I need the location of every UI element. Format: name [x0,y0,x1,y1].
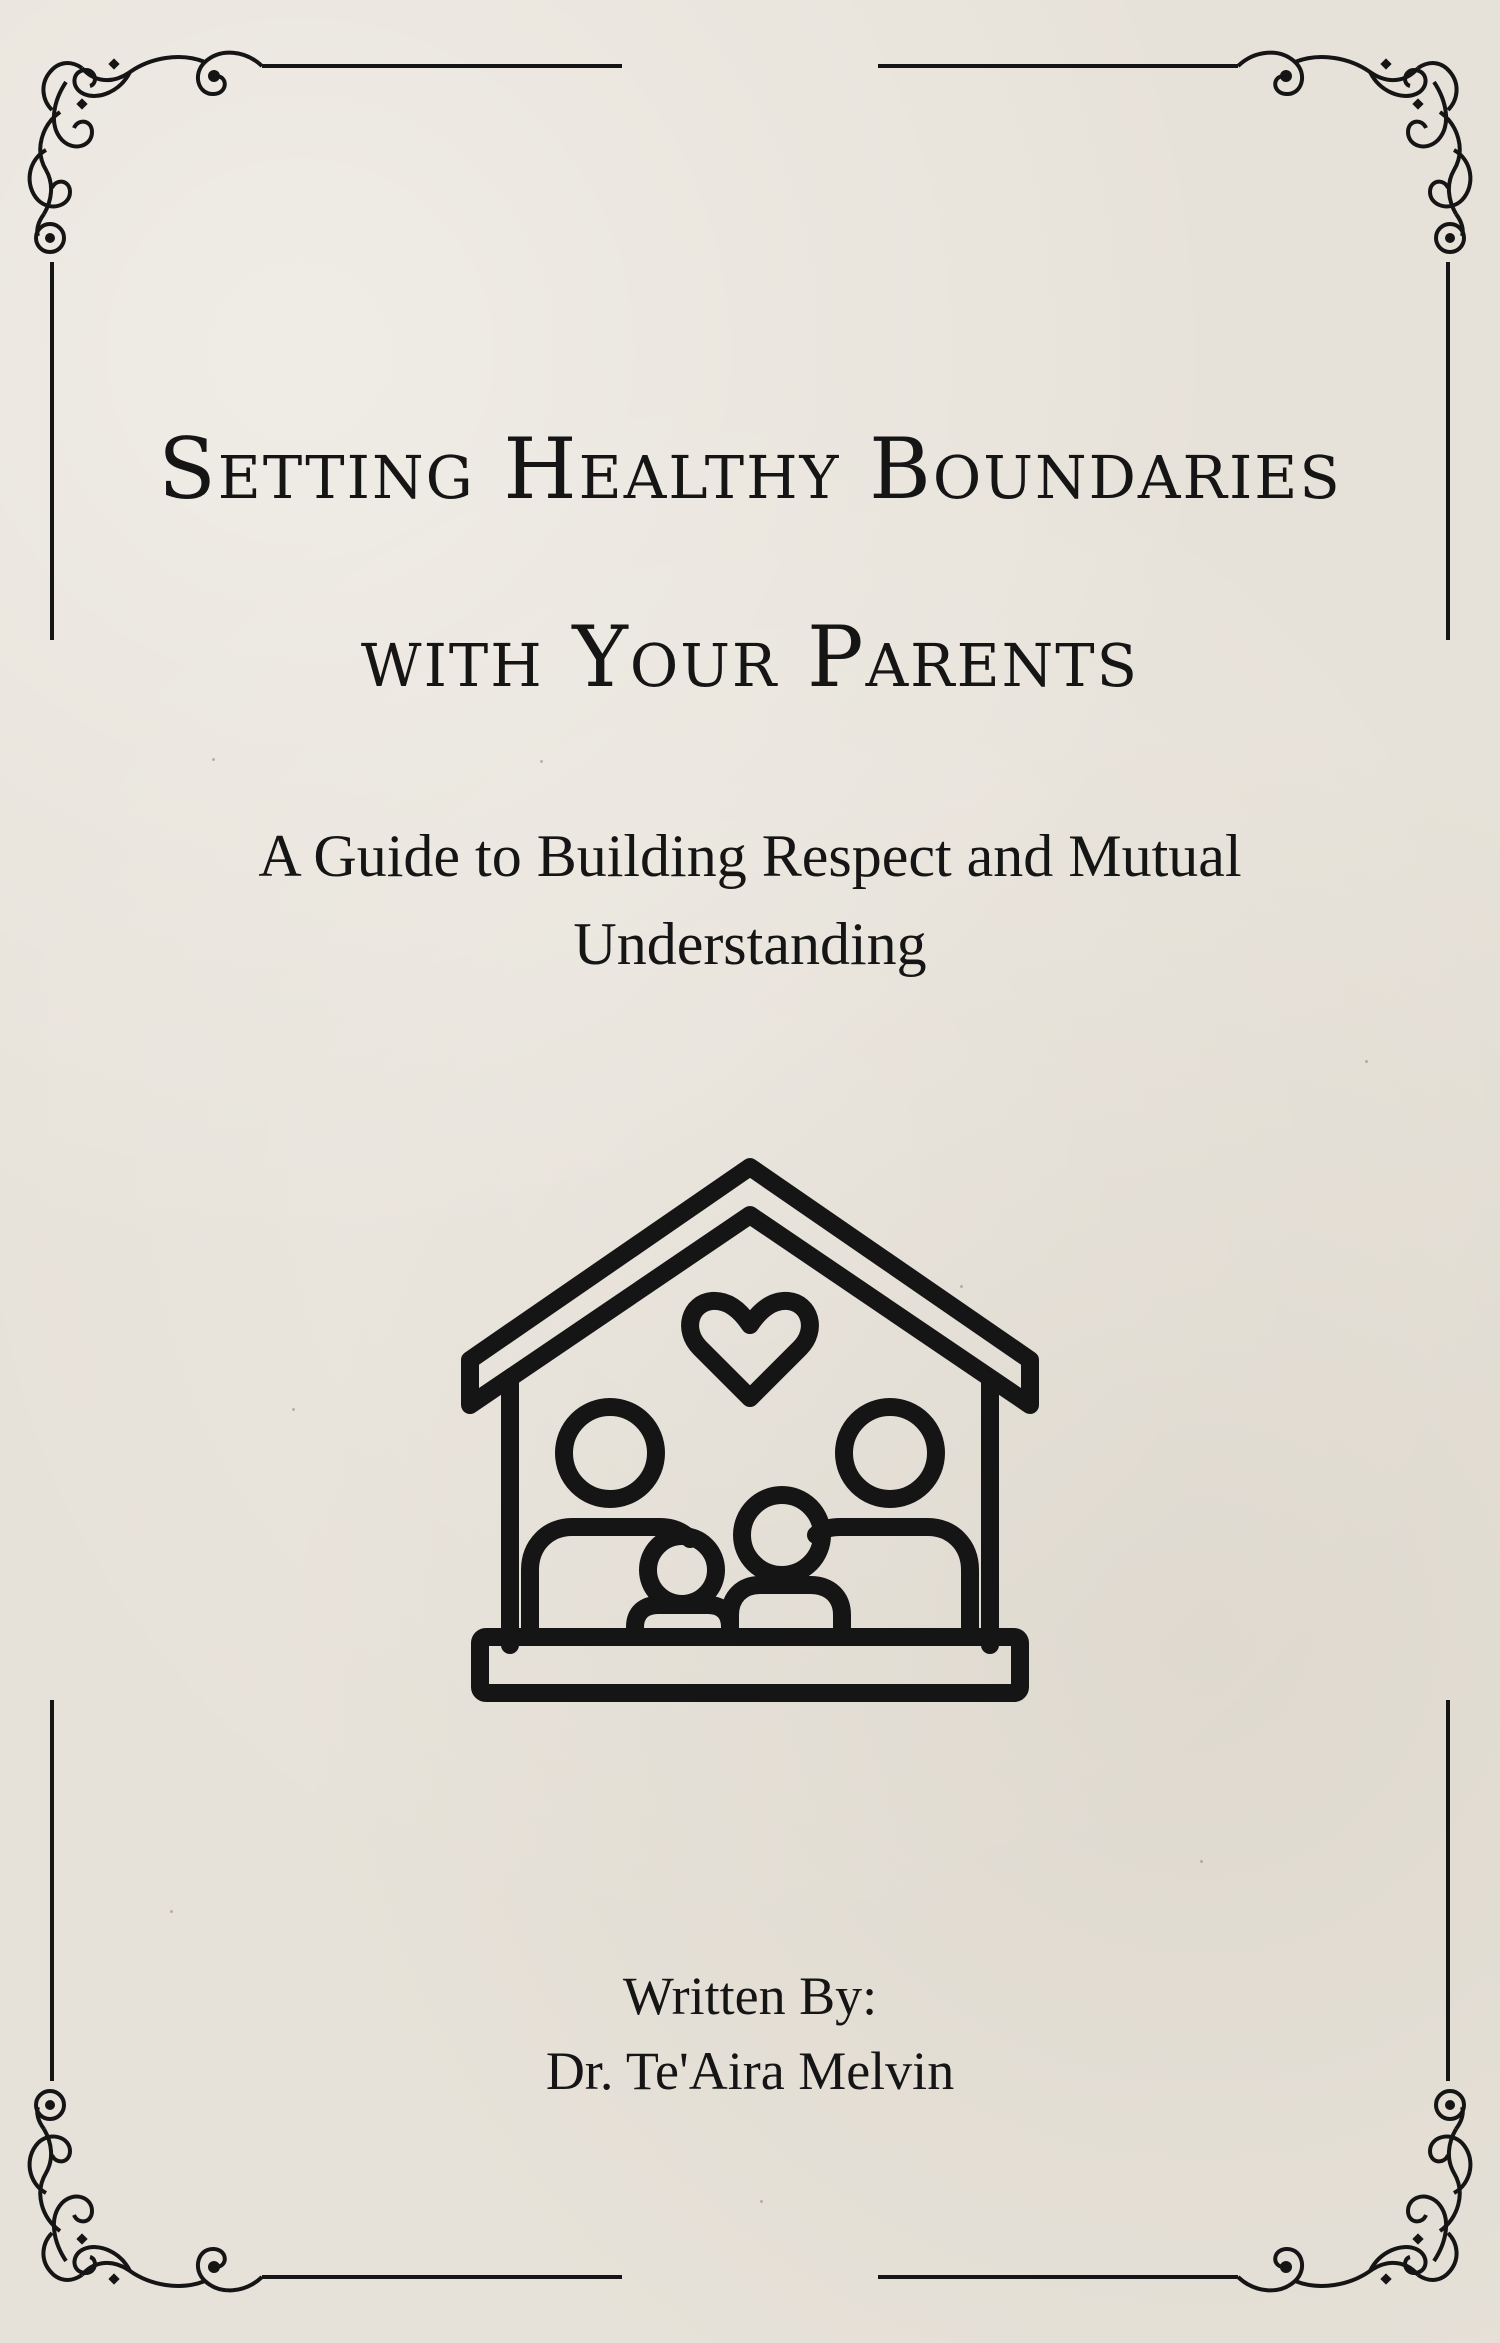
title-line-1: Setting Healthy Boundaries [158,420,1342,518]
title-line-2: with Your Parents [360,608,1140,706]
author-name: Dr. Te'Aira Melvin [545,2041,955,2101]
corner-ornament-bottom-left [30,2091,262,2290]
corner-ornament-bottom-right [1238,2091,1470,2290]
corner-ornament-top-right [1238,53,1470,252]
family-home-icon [450,1155,1050,1715]
subtitle: A Guide to Building Respect and Mutual Understanding [258,823,1242,977]
author-label: Written By: [622,1966,878,2026]
corner-ornament-top-left [30,53,262,252]
